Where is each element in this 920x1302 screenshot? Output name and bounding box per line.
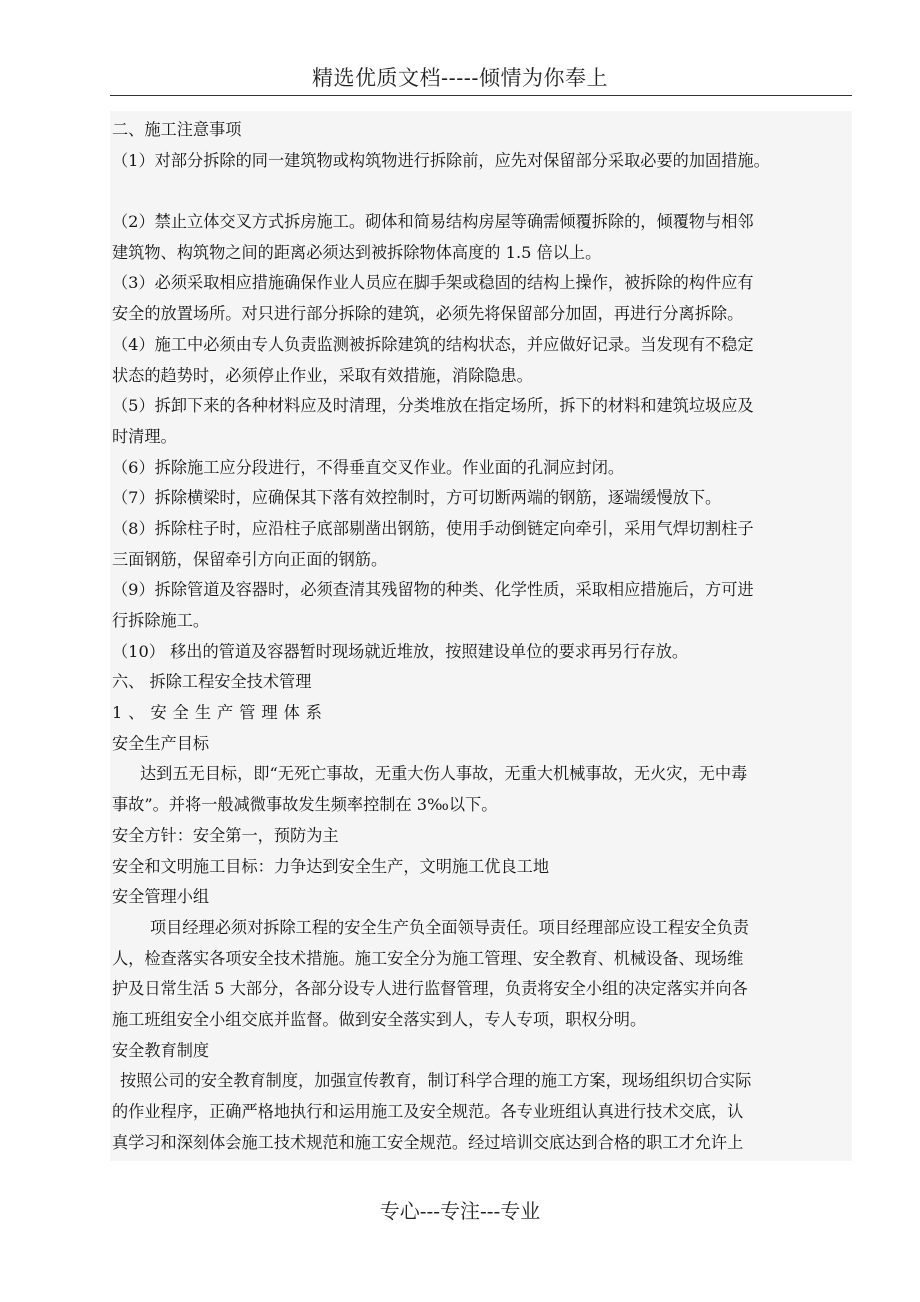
paragraph-line: （1）对部分拆除的同一建筑物或构筑物进行拆除前，应先对保留部分采取必要的加固措施。 (112, 150, 770, 170)
paragraph-line: （9）拆除管道及容器时，必须查清其残留物的种类、化学性质，采取相应措施后，方可进 (112, 580, 754, 600)
paragraph-line: 真学习和深刻体会施工技术规范和施工安全规范。经过培训交底达到合格的职工才允许上 (112, 1132, 744, 1152)
paragraph-line: 安全方针：安全第一，预防为主 (112, 825, 339, 845)
paragraph-line: 行拆除施工。 (112, 611, 210, 630)
subheading: 安全管理小组 (112, 887, 210, 907)
paragraph-line: （10） 移出的管道及容器暂时现场就近堆放，按照建设单位的要求再另行存放。 (112, 641, 689, 661)
paragraph-line: （5）拆卸下来的各种材料应及时清理，分类堆放在指定场所，拆下的材料和建筑垃圾应及 (112, 396, 754, 416)
paragraph-line: 时清理。 (112, 426, 177, 446)
paragraph-line: 安全和文明施工目标：力争达到安全生产，文明施工优良工地 (112, 856, 550, 876)
paragraph-line: （7）拆除横梁时，应确保其下落有效控制时，方可切断两端的钢筋，逐端缓慢放下。 (112, 488, 722, 508)
subheading: 安全教育制度 (112, 1040, 210, 1060)
blank-line (112, 176, 852, 207)
paragraph-line: 达到五无目标，即“无死亡事故，无重大伤人事故，无重大机械事故，无火灾，无中毒 (140, 764, 748, 784)
paragraph-line: 按照公司的安全教育制度，加强宣传教育，制订科学合理的施工方案，现场组织切合实际 (120, 1071, 752, 1091)
paragraph-line: 安全的放置场所。对只进行部分拆除的建筑，必须先将保留部分加固，再进行分离拆除。 (112, 304, 744, 324)
paragraph-line: 的作业程序，正确严格地执行和运用施工及安全规范。各专业班组认真进行技术交底，认 (112, 1102, 744, 1121)
paragraph-line: 建筑物、构筑物之间的距离必须达到被拆除物体高度的 1.5 倍以上。 (112, 242, 602, 262)
paragraph-line: 状态的趋势时，必须停止作业，采取有效措施，消除隐患。 (112, 365, 533, 385)
paragraph-line: （3）必须采取相应措施确保作业人员应在脚手架或稳固的结构上操作，被拆除的构件应有 (112, 273, 754, 293)
paragraph-line: 人，检查落实各项安全技术措施。施工安全分为施工管理、安全教育、机械设备、现场维 (112, 948, 744, 968)
paragraph-line: 三面钢筋，保留牵引方向正面的钢筋。 (112, 549, 388, 569)
document-body (110, 111, 852, 1161)
page-header-title: 精选优质文档-----倾情为你奉上 (312, 66, 608, 90)
paragraph-line: 事故”。并将一般减微事故发生频率控制在 3‰以下。 (112, 795, 498, 815)
page-footer: 专心---专注---专业 (379, 1199, 541, 1223)
paragraph-line: （2）禁止立体交叉方式拆房施工。砌体和简易结构房屋等确需倾覆拆除的，倾覆物与相邻 (112, 212, 754, 232)
subsection-heading: 1、安全生产管理体系 (112, 703, 328, 723)
paragraph-line: （4）施工中必须由专人负责监测被拆除建筑的结构状态，并应做好记录。当发现有不稳定 (112, 334, 754, 354)
paragraph-line: 施工班组安全小组交底并监督。做到安全落实到人，专人专项，职权分明。 (112, 1009, 647, 1029)
paragraph-line: （6）拆除施工应分段进行，不得垂直交叉作业。作业面的孔洞应封闭。 (112, 457, 625, 477)
section-heading: 六、 拆除工程安全技术管理 (112, 672, 312, 692)
paragraph-line: 项目经理必须对拆除工程的安全生产负全面领导责任。项目经理部应设工程安全负责 (150, 917, 749, 937)
header-divider (110, 95, 852, 96)
paragraph-line: （8）拆除柱子时，应沿柱子底部剔凿出钢筋，使用手动倒链定向牵引，采用气焊切割柱子 (112, 518, 754, 538)
subheading: 安全生产目标 (112, 733, 210, 753)
section-heading: 二、施工注意事项 (112, 120, 242, 139)
paragraph-line: 护及日常生活 5 大部分，各部分设专人进行监督管理，负责将安全小组的决定落实并向各 (112, 979, 748, 999)
